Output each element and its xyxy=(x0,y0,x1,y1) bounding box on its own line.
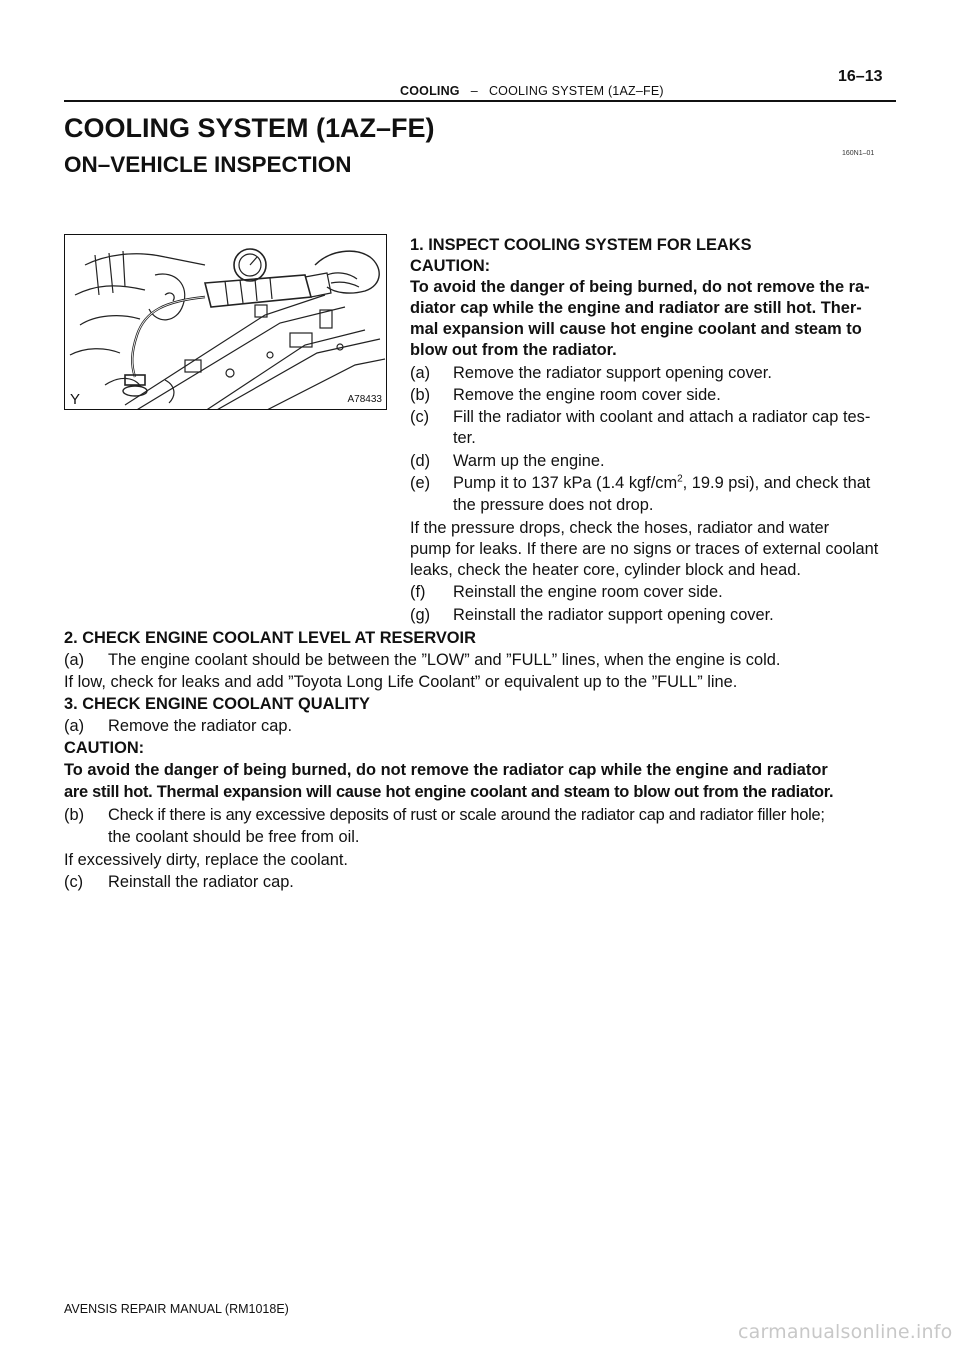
step1-b-text: Remove the engine room cover side. xyxy=(453,386,721,404)
step1-d-label: (d) xyxy=(410,452,431,470)
header-subsection: COOLING SYSTEM (1AZ–FE) xyxy=(488,84,664,98)
step3-heading: 3. CHECK ENGINE COOLANT QUALITY xyxy=(64,695,370,713)
step1-g-label: (g) xyxy=(410,606,431,624)
header-rule xyxy=(64,100,896,102)
step1-b-label: (b) xyxy=(410,386,431,404)
step3-c-label: (c) xyxy=(64,873,84,891)
step3-note: If excessively dirty, replace the coolant. xyxy=(64,851,348,869)
document-code: 160N1–01 xyxy=(842,150,875,157)
watermark: carmanualsonline.info xyxy=(738,1321,953,1343)
superscript-2: 2 xyxy=(677,473,683,485)
step2-a-text: The engine coolant should be between the ”LOW” and ”FULL” lines, when the engine is cold. xyxy=(108,651,781,669)
step1-e-text-pre: Pump it to 137 kPa (1.4 kgf/cm xyxy=(453,474,678,492)
step1-c-text: Fill the radiator with coolant and attach a radiator cap tes- xyxy=(453,408,871,426)
engine-bay-drawing xyxy=(65,235,387,410)
step1-note-line: leaks, check the heater core, cylinder block and head. xyxy=(410,561,801,579)
header-dash: – xyxy=(470,84,478,98)
step1-caution-line: blow out from the radiator. xyxy=(410,341,617,359)
step1-c-text-cont: ter. xyxy=(453,429,476,447)
step1-e-text xyxy=(453,473,870,495)
step3-caution-label: CAUTION: xyxy=(64,739,145,757)
step3-b-text: Check if there is any excessive deposits of rust or scale around the radiator cap and radiator filler hole; xyxy=(108,806,825,824)
step1-e-label: (e) xyxy=(410,474,431,492)
page-title: COOLING SYSTEM (1AZ–FE) xyxy=(64,113,435,143)
running-header xyxy=(400,84,664,98)
step1-c-label: (c) xyxy=(410,408,430,426)
figure-id: A78433 xyxy=(347,394,382,405)
figure-corner-mark: Y xyxy=(70,391,81,408)
step2-note: If low, check for leaks and add ”Toyota Long Life Coolant” or equivalent up to the ”FULL” line. xyxy=(64,673,738,691)
step3-c-text: Reinstall the radiator cap. xyxy=(108,873,294,891)
step1-caution-line: diator cap while the engine and radiator are still hot. Ther- xyxy=(410,299,862,317)
step1-note-line: pump for leaks. If there are no signs or traces of external coolant xyxy=(410,540,879,558)
step3-b-text-cont: the coolant should be free from oil. xyxy=(108,828,360,846)
step2-a-label: (a) xyxy=(64,651,85,669)
step1-f-label: (f) xyxy=(410,583,426,601)
radiator-cap-tester-illustration xyxy=(64,234,387,410)
step1-g-text: Reinstall the radiator support opening cover. xyxy=(453,606,774,624)
step3-caution-line: are still hot. Thermal expansion will cause hot engine coolant and steam to blow out from the radiator. xyxy=(64,783,834,801)
step1-heading: 1. INSPECT COOLING SYSTEM FOR LEAKS xyxy=(410,236,752,254)
step1-note-line: If the pressure drops, check the hoses, radiator and water xyxy=(410,519,830,537)
step3-a-text: Remove the radiator cap. xyxy=(108,717,293,735)
step3-a-label: (a) xyxy=(64,717,85,735)
step1-caution-label: CAUTION: xyxy=(410,257,491,275)
step1-caution-line: mal expansion will cause hot engine coolant and steam to xyxy=(410,320,862,338)
step3-b-label: (b) xyxy=(64,806,85,824)
section-subtitle: ON–VEHICLE INSPECTION xyxy=(64,152,352,177)
step3-caution-line: To avoid the danger of being burned, do not remove the radiator cap while the engine and radiator xyxy=(64,761,828,779)
step1-caution-line: To avoid the danger of being burned, do not remove the ra- xyxy=(410,278,870,296)
step1-e-text-post: , 19.9 psi), and check that xyxy=(682,474,871,492)
step1-e-text-cont: the pressure does not drop. xyxy=(453,496,654,514)
step2-heading: 2. CHECK ENGINE COOLANT LEVEL AT RESERVOIR xyxy=(64,629,476,647)
page-footer: AVENSIS REPAIR MANUAL (RM1018E) xyxy=(64,1302,289,1316)
step1-a-label: (a) xyxy=(410,364,431,382)
header-section: COOLING xyxy=(400,84,460,98)
step1-f-text: Reinstall the engine room cover side. xyxy=(453,583,723,601)
step1-d-text: Warm up the engine. xyxy=(453,452,605,470)
step1-a-text: Remove the radiator support opening cover. xyxy=(453,364,772,382)
page-number: 16–13 xyxy=(838,68,883,85)
